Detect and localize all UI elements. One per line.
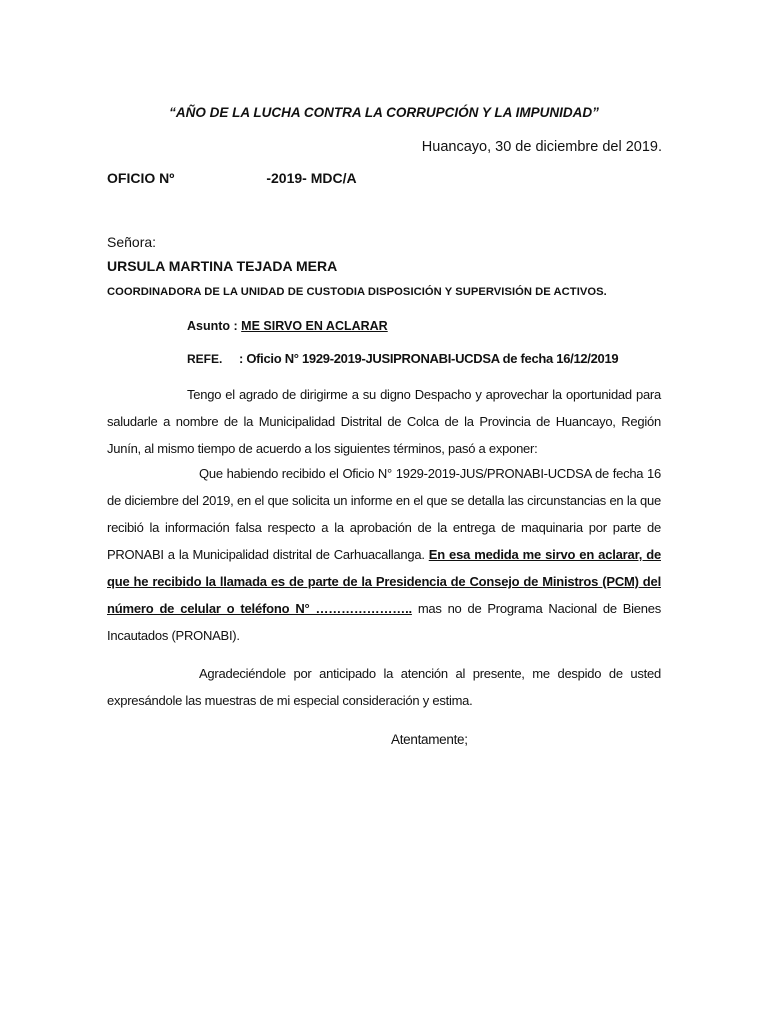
subject-value: ME SIRVO EN ACLARAR — [241, 319, 388, 333]
body-paragraph-2 — [107, 460, 661, 649]
paragraph-2-text: Que habiendo recibido el Oficio N° 1929-2019-JUS/PRONABI-UCDSA de fecha 16 de diciembre del 2019, en el que solicita un informe en el que se detalla las circunstancias en la que recibió la información falsa respecto a la aprobación de la entrega de maquinaria por parte de PRONABI a la Municipalidad distrital de Carhuacallanga. — [107, 466, 661, 562]
reference-line — [187, 351, 618, 366]
subject-line — [187, 319, 388, 333]
subject-separator: : — [230, 319, 242, 333]
body-paragraph-1 — [107, 381, 661, 462]
paragraph-3-text: Agradeciéndole por anticipado la atención al presente, me despido de usted expresándole las muestras de mi especial consideración y estima. — [107, 666, 661, 708]
place-date: Huancayo, 30 de diciembre del 2019. — [421, 139, 662, 155]
paragraph-2-tail: mas no de Programa Nacional de Bienes Incautados (PRONABI). — [107, 601, 661, 643]
body-paragraph-3 — [107, 660, 661, 714]
recipient-position: COORDINADORA DE LA UNIDAD DE CUSTODIA DISPOSICIÓN Y SUPERVISIÓN DE ACTIVOS. — [107, 286, 607, 298]
year-motto: “AÑO DE LA LUCHA CONTRA LA CORRUPCIÓN Y LA IMPUNIDAD” — [169, 105, 599, 120]
recipient-name: URSULA MARTINA TEJADA MERA — [107, 258, 338, 274]
paragraph-2 — [107, 460, 661, 649]
closing: Atentamente; — [391, 732, 468, 747]
reference-number — [107, 170, 357, 186]
paragraph-2-emphasis: En esa medida me sirvo en aclarar, de que he recibido la llamada es de parte de la Presidencia de Consejo de Ministros (PCM) del número de celular o teléfono N° ………………….. — [107, 547, 661, 616]
reference-prefix: OFICIO Nº — [107, 170, 175, 186]
reference-value: : Oficio N° 1929-2019-JUSIPRONABI-UCDSA de fecha 16/12/2019 — [239, 351, 619, 366]
paragraph-1-text: Tengo el agrado de dirigirme a su digno Despacho y aprovechar la oportunidad para saludarle a nombre de la Municipalidad Distrital de Colca de la Provincia de Huancayo, Región Junín, al mismo tiempo de acuerdo a los siguientes términos, pasó a exponer: — [107, 387, 661, 456]
reference-label: REFE. — [187, 352, 223, 366]
subject-label: Asunto — [187, 319, 231, 333]
salutation: Señora: — [107, 234, 157, 250]
reference-suffix: -2019- MDC/A — [266, 170, 357, 186]
